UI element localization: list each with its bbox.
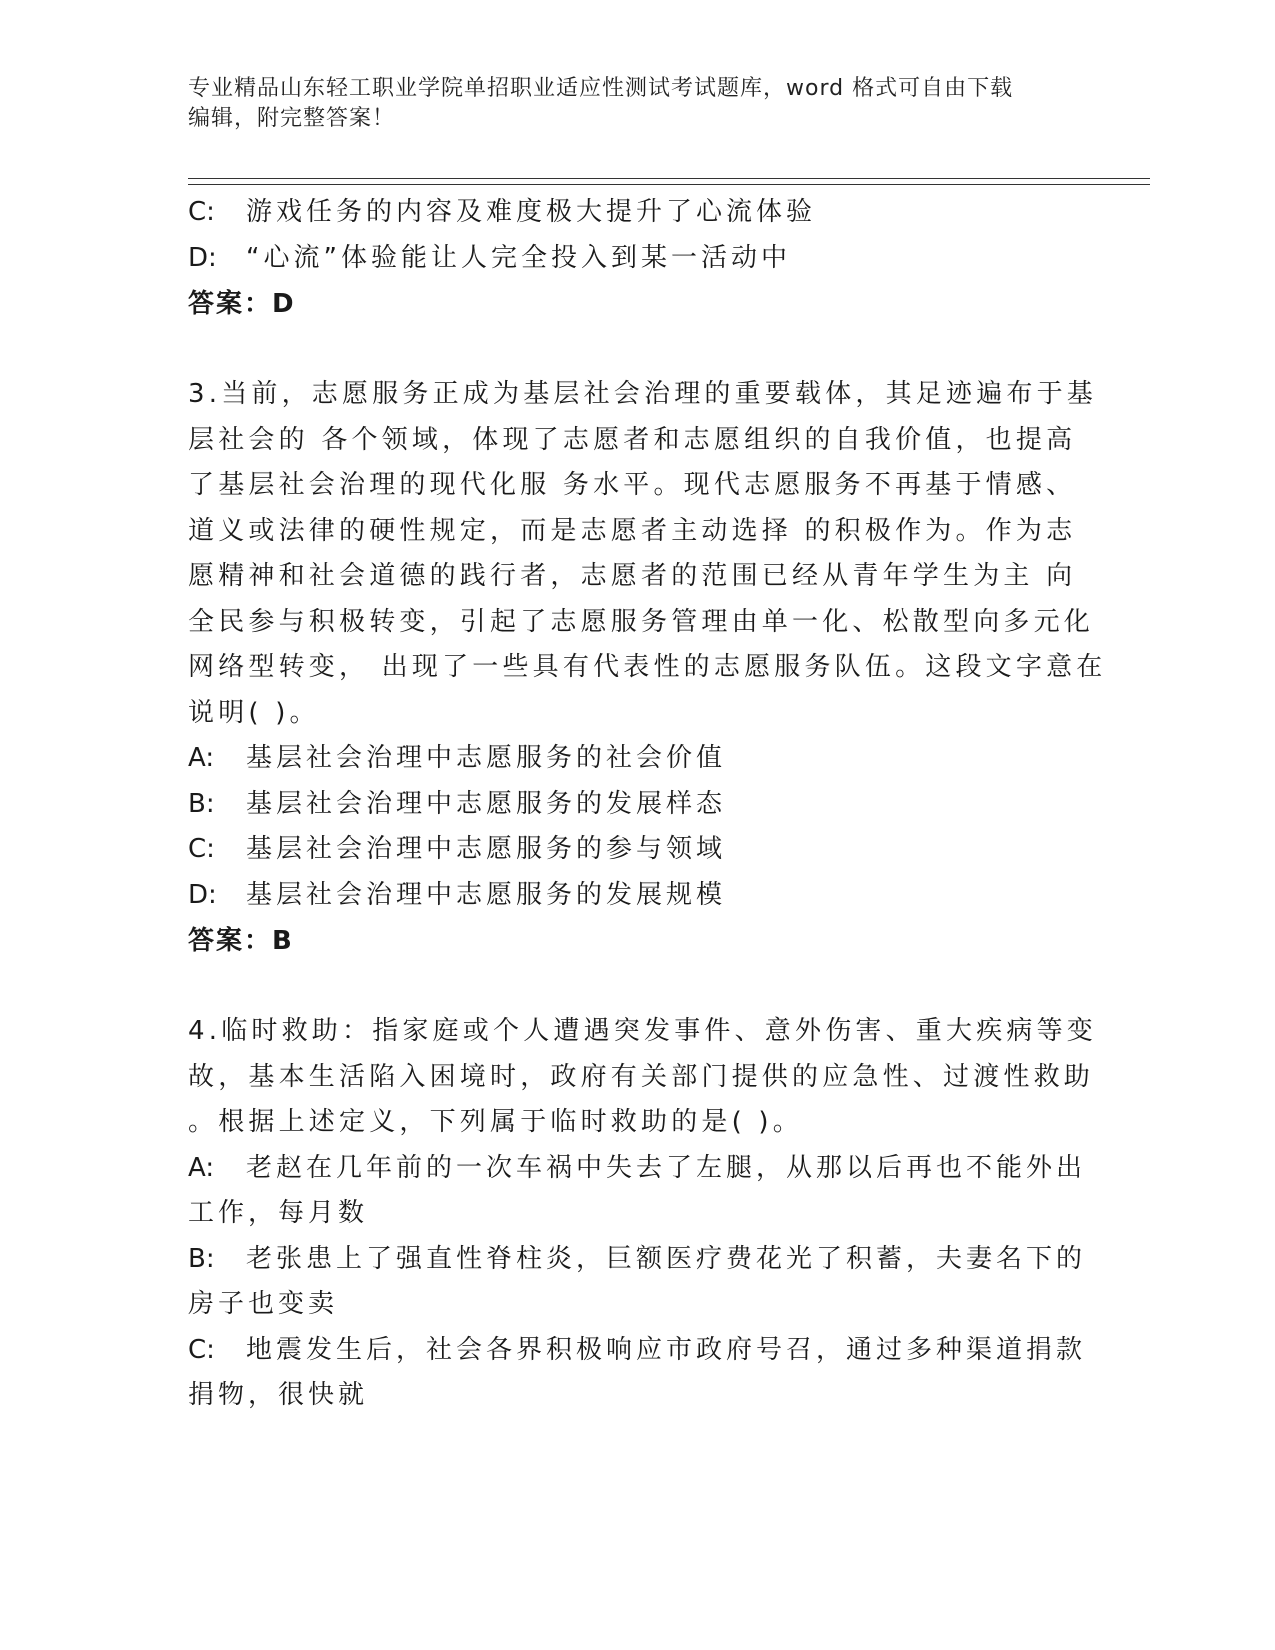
header-divider: [188, 178, 1150, 185]
option-letter: B:: [188, 1243, 215, 1274]
question-line: 愿精神和社会道德的践行者，志愿者的范围已经从青年学生为主 向: [188, 561, 1077, 591]
option-text: 游戏任务的内容及难度极大提升了心流体验: [246, 197, 817, 227]
option-c-continued: 捐物，很快就: [188, 1380, 369, 1410]
question-line: 说明( )。: [188, 697, 320, 728]
option-letter: D:: [188, 242, 217, 273]
option-b: [188, 1237, 1088, 1283]
option-text: 老赵在几年前的一次车祸中失去了左腿，从那以后再也不能外出: [246, 1152, 1087, 1183]
header-line-2: 编辑，附完整答案！: [188, 106, 396, 131]
option-letter: C:: [188, 1334, 215, 1365]
question-2-answer: 答案：D: [188, 289, 296, 319]
option-text: 老张患上了强直性脊柱炎，巨额医疗费花光了积蓄，夫妻名下的: [246, 1243, 1087, 1274]
question-line: 故，基本生活陷入困境时，政府有关部门提供的应急性、过渡性救助: [188, 1061, 1095, 1092]
option-d: [188, 873, 1088, 919]
option-a-continued: 工作，每月数: [188, 1198, 369, 1228]
option-a: [188, 736, 1088, 782]
question-line: 4.临时救助：指家庭或个人遭遇突发事件、意外伤害、重大疾病等变: [188, 1016, 1098, 1046]
question-3-options: [188, 736, 1088, 918]
question-line: 层社会的 各个领域，体现了志愿者和志愿组织的自我价值，也提高: [188, 424, 1077, 455]
question-line: 道义或法律的硬性规定，而是志愿者主动选择 的积极作为。作为志: [188, 515, 1077, 546]
question-line: 全民参与积极转变，引起了志愿服务管理由单一化、松散型向多元化: [188, 606, 1095, 637]
option-letter: C:: [188, 197, 215, 227]
option-text: 基层社会治理中志愿服务的社会价值: [246, 743, 727, 773]
question-3-text: [188, 372, 1107, 736]
question-line: 。根据上述定义，下列属于临时救助的是( )。: [188, 1107, 803, 1137]
question-line: 3.当前，志愿服务正成为基层社会治理的重要载体，其足迹遍布于基: [188, 379, 1098, 409]
option-c: [188, 190, 1088, 236]
option-a: [188, 1146, 1088, 1192]
option-text: 基层社会治理中志愿服务的发展样态: [246, 788, 727, 819]
question-line: 了基层社会治理的现代化服 务水平。现代志愿服务不再基于情感、: [188, 470, 1077, 500]
question-line: 网络型转变， 出现了一些具有代表性的志愿服务队伍。这段文字意在: [188, 652, 1107, 682]
option-letter: A:: [188, 743, 215, 773]
option-c: [188, 827, 1088, 873]
option-c: [188, 1328, 1088, 1374]
option-d: [188, 236, 1088, 282]
option-letter: C:: [188, 834, 215, 864]
option-b-continued: 房子也变卖: [188, 1289, 339, 1319]
option-letter: A:: [188, 1152, 215, 1183]
header-line-1: 专业精品山东轻工职业学院单招职业适应性测试考试题库，word 格式可自由下载: [188, 76, 1014, 101]
document-body: [188, 190, 1107, 1419]
question-3-answer: 答案：B: [188, 926, 294, 956]
question-4-options: [188, 1146, 1088, 1419]
page-header: [188, 74, 1068, 134]
option-text: 基层社会治理中志愿服务的发展规模: [246, 879, 727, 910]
option-letter: D:: [188, 879, 217, 910]
option-text: 基层社会治理中志愿服务的参与领域: [246, 834, 727, 864]
option-letter: B:: [188, 788, 215, 819]
option-text: 地震发生后，社会各界积极响应市政府号召，通过多种渠道捐款: [246, 1334, 1087, 1365]
option-text: “心流”体验能让人完全投入到某一活动中: [246, 242, 791, 273]
option-b: [188, 782, 1088, 828]
question-2-options: [188, 190, 1088, 281]
question-4-text: [188, 1009, 1098, 1146]
